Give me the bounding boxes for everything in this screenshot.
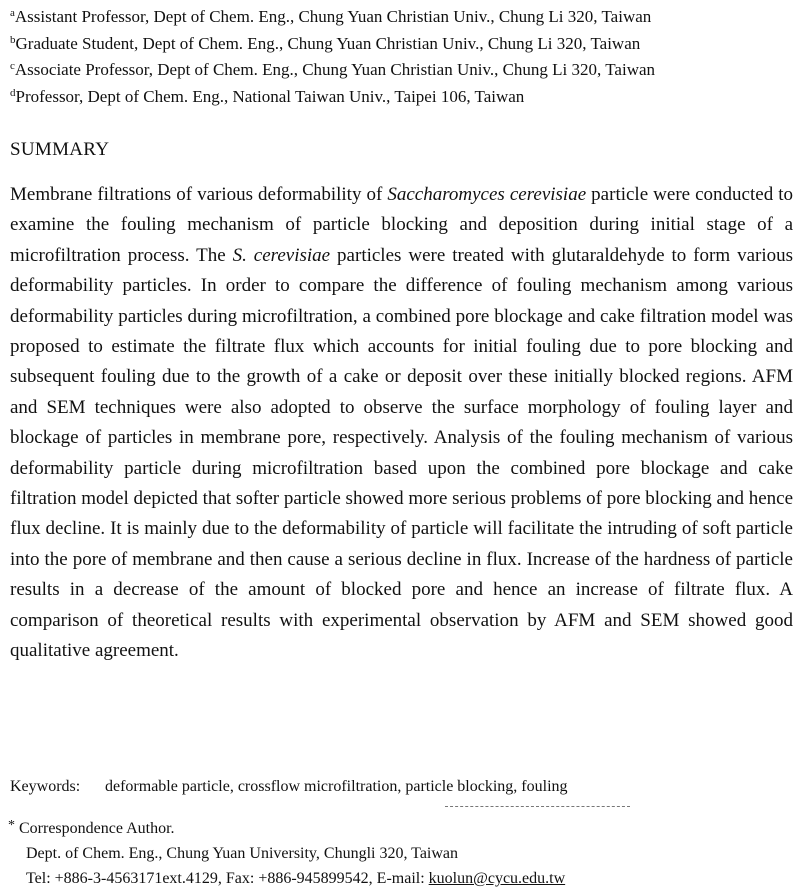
affiliation-text: Graduate Student, Dept of Chem. Eng., Chung Yuan Christian Univ., Chung Li 320, Taiwan [15, 33, 641, 53]
affiliation-text: Professor, Dept of Chem. Eng., National Taiwan Univ., Taipei 106, Taiwan [15, 86, 525, 106]
keywords-underline [445, 806, 630, 807]
summary-text-part-1: Membrane filtrations of various deformability of [10, 184, 388, 205]
summary-heading: SUMMARY [10, 139, 110, 160]
keywords-label: Keywords: [10, 778, 81, 795]
summary-paragraph [10, 180, 793, 667]
keywords-line [10, 778, 790, 796]
affiliations-block [10, 4, 790, 110]
correspondence-address: Dept. of Chem. Eng., Chung Yuan University, Chungli 320, Taiwan [26, 845, 459, 862]
affiliation-c [10, 57, 790, 84]
summary-text-part-2: particle were conducted to examine the fouling mechanism of particle blocking and deposition during initial stage of a microfiltration process. The [10, 184, 793, 266]
correspondence-contact: Tel: +886-3-4563171ext.4129, Fax: +886-945899542, E-mail: [26, 870, 429, 887]
affiliation-mark: a [10, 7, 15, 19]
affiliation-d [10, 84, 790, 111]
correspondence-block [8, 816, 788, 891]
affiliation-text: Assistant Professor, Dept of Chem. Eng., Chung Yuan Christian Univ., Chung Li 320, Taiwan [14, 7, 652, 26]
keywords-text: deformable particle, crossflow microfiltration, particle blocking, fouling [105, 778, 568, 795]
affiliation-mark: d [10, 86, 16, 99]
affiliation-mark: b [10, 33, 16, 46]
species-name-full: Saccharomyces cerevisiae [387, 184, 587, 205]
affiliation-b [10, 31, 790, 58]
affiliation-mark: c [10, 60, 15, 72]
email-link[interactable]: kuolun@cycu.edu.tw [428, 870, 566, 887]
summary-text-part-3: particles were treated with glutaraldehyde to form various deformability particles. In order to compare the difference of fouling mechanism among various deformability particles during microfiltration, a combined pore blockage and cake filtration model was proposed to estimate the filtrate flux which accounts for initial fouling due to pore blocking and subsequent fouling due to the growth of a cake or deposit over these initially blocked regions. AFM and SEM techniques were also adopted to observe the surface morphology of fouling layer and blockage of particles in membrane pore, respectively. Analysis of the fouling mechanism of various deformability particle during microfiltration based upon the combined pore blockage and cake filtration model depicted that softer particle showed more serious problems of pore blocking and hence flux decline. It is mainly due to the deformability of particle will facilitate the intruding of soft particle into the pore of membrane and then cause a serious decline in flux. Increase of the hardness of particle results in a decrease of the amount of blocked pore and hence an increase of filtrate flux. A comparison of theoretical results with experimental observation by AFM and SEM showed good qualitative agreement. [10, 244, 793, 662]
asterisk-mark: * [8, 818, 15, 833]
species-name-short: S. cerevisiae [232, 244, 331, 266]
correspondence-contact-line [8, 866, 788, 891]
correspondence-title-line [8, 816, 788, 841]
affiliation-text: Associate Professor, Dept of Chem. Eng., Chung Yuan Christian Univ., Chung Li 320, Taiwan [14, 60, 656, 79]
correspondence-title: Correspondence Author. [19, 820, 175, 837]
affiliation-a [10, 4, 790, 31]
